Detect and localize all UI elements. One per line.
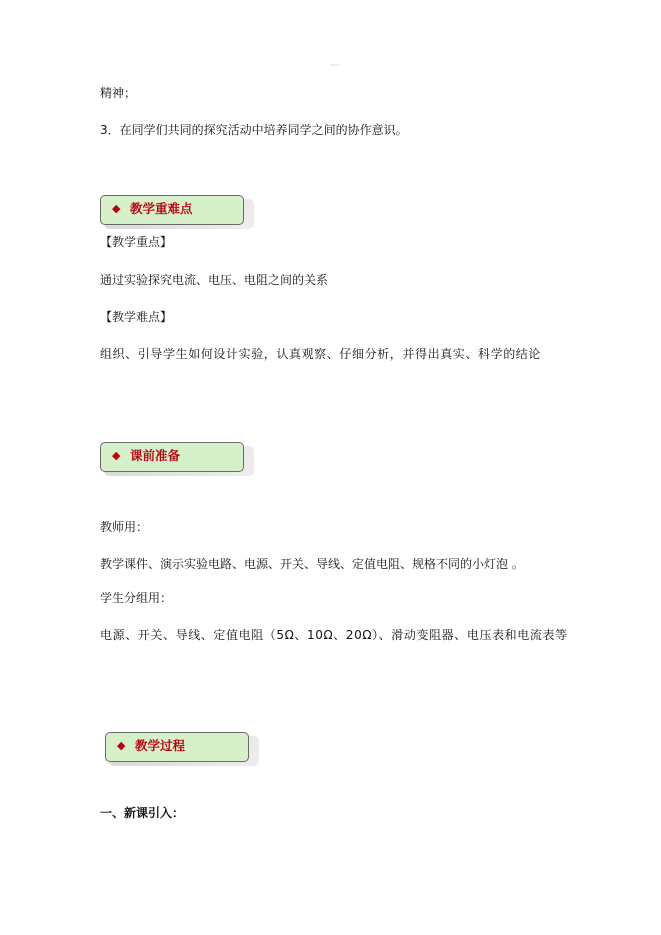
difficult-points-text: 组织、引导学生如何设计实验，认真观察、仔细分析，并得出真实、科学的结论	[100, 347, 542, 361]
key-points-text: 通过实验探究电流、电压、电阻之间的关系	[100, 273, 329, 287]
spirit-line: 精神；	[100, 86, 137, 100]
student-items: 电源、开关、导线、定值电阻（5Ω、10Ω、20Ω）、滑动变阻器、电压表和电流表等	[100, 628, 568, 642]
section-title: 课前准备	[130, 448, 181, 463]
goal-3-line: 3．在同学们共同的探究活动中培养同学之间的协作意识。	[100, 123, 408, 137]
teacher-label: 教师用：	[100, 520, 149, 534]
section-title: 教学过程	[135, 738, 186, 753]
section-title: 教学重难点	[130, 201, 193, 216]
intro-heading: 一、新课引入：	[100, 806, 185, 820]
diamond-icon: ◆	[112, 202, 121, 215]
student-label: 学生分组用：	[100, 591, 173, 605]
diamond-icon: ◆	[117, 739, 126, 752]
diamond-icon: ◆	[112, 449, 121, 462]
teacher-items: 教学课件、演示实验电路、电源、开关、导线、定值电阻、规格不同的小灯泡 。	[100, 557, 524, 571]
page-speck	[330, 64, 340, 66]
difficult-points-bracket: 【教学难点】	[100, 310, 173, 324]
key-points-bracket: 【教学重点】	[100, 235, 173, 249]
